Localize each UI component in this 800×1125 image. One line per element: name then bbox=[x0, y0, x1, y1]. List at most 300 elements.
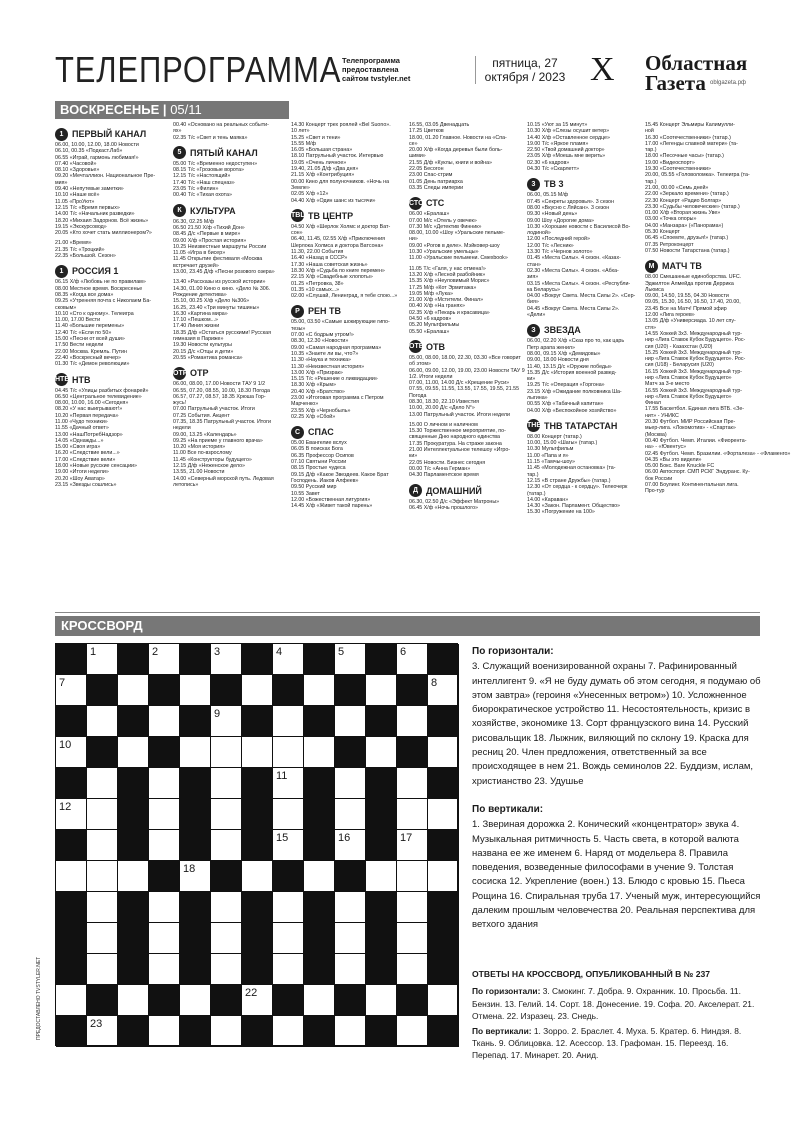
black-cell bbox=[180, 768, 211, 799]
program-item: бок России bbox=[645, 475, 673, 482]
channel-logo-icon: Р bbox=[291, 305, 304, 318]
black-cell bbox=[118, 706, 149, 737]
grid-cell[interactable] bbox=[397, 861, 428, 892]
program-item: на» - «Ювентус» bbox=[645, 444, 687, 451]
program-item: 09.20 «Мечталлион. Национальное Пре- bbox=[55, 173, 156, 180]
program-item: 04.00 Х/ф «Беспокойное хозяйство» bbox=[527, 407, 617, 414]
grid-cell[interactable] bbox=[149, 954, 180, 985]
program-item: 02.00 «Слушай, Ленинград, я тебе спою...» bbox=[291, 293, 398, 300]
program-item: сия (U20) - Казахстан (U20) bbox=[645, 343, 713, 350]
channel-logo-icon: Д bbox=[409, 484, 422, 497]
program-item: 00.00 Кино для полуночников. «Ночь на bbox=[291, 178, 390, 185]
grid-cell[interactable] bbox=[273, 768, 304, 799]
program-item: 07.00 «С бодрым утром!» bbox=[291, 332, 354, 339]
program-item: 16.55 Хоккей 3х3. Международный тур- bbox=[645, 387, 743, 394]
program-item: 13.40 «Рассказы из русской истории» bbox=[173, 279, 266, 286]
grid-cell[interactable] bbox=[149, 799, 180, 830]
program-item: 05.20 Мультфильмы bbox=[409, 322, 460, 329]
grid-cell[interactable] bbox=[180, 985, 211, 1016]
grid-cell[interactable] bbox=[87, 1016, 118, 1047]
grid-cell[interactable] bbox=[273, 830, 304, 861]
program-item: 18.00 «Песочные часы» (татар.) bbox=[645, 153, 724, 160]
program-item: 06.30, 02.25 М/ф bbox=[173, 218, 215, 225]
clue-number: 3 bbox=[214, 646, 221, 658]
program-item: 06.00, 08.00, 17.00 Новости ТАУ 9 1/2 bbox=[173, 381, 266, 388]
grid-cell[interactable] bbox=[335, 954, 366, 985]
program-item: 11.30 «Наука и техника» bbox=[291, 357, 351, 364]
grid-cell[interactable] bbox=[335, 799, 366, 830]
black-cell bbox=[118, 644, 149, 675]
black-cell bbox=[335, 985, 366, 1016]
black-cell bbox=[118, 1016, 149, 1047]
program-item: 06.50 21.50 Х/ф «Тихий Дон» bbox=[173, 224, 245, 231]
program-item: 10 лет» bbox=[291, 128, 310, 135]
black-cell bbox=[366, 830, 397, 861]
program-item: 19.15 «Экскурсовод» bbox=[55, 223, 107, 230]
channel-logo-icon: СТС bbox=[409, 197, 422, 210]
grid-cell[interactable] bbox=[304, 737, 335, 768]
program-item: 05.00 Евангелие вслух bbox=[291, 440, 347, 447]
program-item: 09.40 «Непутевые заметки» bbox=[55, 186, 124, 193]
black-cell bbox=[304, 644, 335, 675]
program-item: 19.40, 21.05 Д/ф «Два дня» bbox=[291, 166, 359, 173]
grid-cell[interactable] bbox=[211, 830, 242, 861]
program-item: 04.35 «Вы это видели» bbox=[645, 456, 702, 463]
program-item: 15.00 «Песни от всей души» bbox=[55, 336, 125, 343]
channel-header bbox=[55, 126, 169, 142]
program-item: 08.45 Д/с «Первые в мире» bbox=[173, 231, 241, 238]
program-item: 13.20 Х/ф «Лесной разбойник» bbox=[409, 271, 486, 278]
program-item: Земле» bbox=[291, 184, 310, 191]
program-item: 01.00 Х/ф «Вторая жизнь Уве» bbox=[645, 210, 721, 217]
grid-cell[interactable] bbox=[242, 985, 273, 1016]
program-item: 08.10 «Здоровье» bbox=[55, 167, 100, 174]
program-item: 20.05 «Кто хочет стать миллионером?» bbox=[55, 230, 152, 237]
grid-cell[interactable] bbox=[149, 923, 180, 954]
grid-cell[interactable] bbox=[428, 985, 459, 1016]
program-item: 09.25 «Утренняя почта с Николаем Ба- bbox=[55, 298, 152, 305]
grid-cell[interactable] bbox=[211, 737, 242, 768]
channel-header bbox=[645, 258, 762, 274]
program-item: 06.00, 10.00, 12.00, 18.00 Новости bbox=[55, 142, 139, 148]
program-item: 11.40 «Большие перемены» bbox=[55, 323, 125, 330]
black-cell bbox=[428, 923, 459, 954]
black-cell bbox=[304, 799, 335, 830]
program-item: 17.40 Линия жизни bbox=[173, 323, 220, 330]
program-item: 19.05 «Очень личное» bbox=[291, 159, 347, 166]
program-item: 05.30 Концерт bbox=[645, 229, 680, 236]
black-cell bbox=[242, 830, 273, 861]
grid-cell[interactable] bbox=[149, 768, 180, 799]
grid-cell[interactable] bbox=[366, 675, 397, 706]
program-item: (татар.) bbox=[527, 490, 546, 497]
channel-header bbox=[409, 195, 523, 211]
grid-cell[interactable] bbox=[87, 892, 118, 923]
answers-title: ОТВЕТЫ НА КРОССВОРД, ОПУБЛИКОВАННЫЙ В № 237 bbox=[472, 969, 711, 979]
grid-cell[interactable] bbox=[211, 799, 242, 830]
channel-name: ДОМАШНИЙ bbox=[426, 485, 482, 496]
program-item: 10.10 «Наше всё» bbox=[55, 192, 100, 199]
program-item: 15.35 Д/с «История военной развед- bbox=[527, 369, 617, 376]
black-cell bbox=[118, 923, 149, 954]
program-item: 06.55, 07.20, 08.55, 10.00, 18.30 Погода bbox=[173, 387, 270, 394]
black-cell bbox=[242, 644, 273, 675]
black-cell bbox=[428, 1016, 459, 1047]
black-cell bbox=[366, 1016, 397, 1047]
program-item: 17.55 Баскетбол. Единая лига ВТБ. «Зе- bbox=[645, 406, 745, 413]
newspaper-name: Областная Газета bbox=[645, 51, 748, 95]
program-item: 09.15 Д/ф «Какое Звездеев. Какое Брат bbox=[291, 471, 389, 478]
grid-cell[interactable] bbox=[304, 985, 335, 1016]
grid-cell[interactable] bbox=[211, 768, 242, 799]
program-item: 14.30 Концерт трех роялей «Bel Suono». bbox=[291, 122, 391, 128]
grid-cell[interactable] bbox=[118, 737, 149, 768]
clue-number: 5 bbox=[338, 646, 345, 658]
grid-cell[interactable] bbox=[335, 892, 366, 923]
program-item: 21.55 Д/ф «Куклы, книги и война» bbox=[409, 159, 492, 166]
program-item: 20.20 «Шоу Аватар» bbox=[55, 475, 105, 482]
grid-cell[interactable] bbox=[428, 675, 459, 706]
grid-cell[interactable] bbox=[211, 1016, 242, 1047]
program-item: недели bbox=[173, 425, 191, 432]
black-cell bbox=[366, 799, 397, 830]
grid-cell[interactable] bbox=[304, 675, 335, 706]
program-item: 17.10 «Пешком...» bbox=[173, 317, 219, 324]
program-item: Эджилтон Алмейда против Деррика bbox=[645, 280, 734, 287]
grid-cell[interactable] bbox=[428, 861, 459, 892]
program-item: 11.45 «Молодежная остановка» (та- bbox=[527, 465, 616, 472]
tv-column bbox=[291, 122, 405, 607]
program-item: 21.00 Интеллектуальное телешоу «Игро- bbox=[409, 447, 511, 454]
down-clues: 1. Звериная дорожка 2. Конический «концентратор» звука 4. Музыкальная ритмичность 5. Часть света, в которой валюта названа ее же именем 6. Наряд от модельера 8. Правила поведения, возведенные философами в учение 9. Толстая сосиска 12. Укрепление (воен.) 13. Блюдо с кровью 15. Пьеса Рощина 16. Спиральная труба 17. Ученый муж, интересующийся далеким прошлым человечества 20. Реальная перспектива для ветхого здания bbox=[472, 819, 761, 931]
grid-cell[interactable] bbox=[149, 892, 180, 923]
program-item: 15.25 «Свет и тени» bbox=[291, 134, 341, 141]
program-item: 02.30 «6 кадров» bbox=[527, 159, 570, 166]
program-item: 04.30 Т/с «Скарлетт» bbox=[527, 166, 580, 173]
black-cell bbox=[335, 675, 366, 706]
program-item: 06.30, 02.50 Д/с «Эффект Матроны» bbox=[409, 498, 500, 505]
crossword-band: КРОССВОРД bbox=[55, 616, 760, 636]
program-item: 08.00 «Вкусно с Ляйсан». 3 сезон bbox=[527, 204, 610, 211]
program-item: 03.15 «Места Силы». 4 сезон. «Республи- bbox=[527, 280, 631, 287]
crossword-grid[interactable] bbox=[55, 643, 458, 1046]
grid-cell[interactable] bbox=[87, 706, 118, 737]
grid-cell[interactable] bbox=[397, 954, 428, 985]
program-item: шими» bbox=[409, 153, 426, 160]
grid-cell[interactable] bbox=[273, 737, 304, 768]
grid-cell[interactable] bbox=[335, 923, 366, 954]
program-item: 20.55 «Романтика романса» bbox=[173, 354, 243, 361]
grid-cell[interactable] bbox=[87, 768, 118, 799]
program-item: 16.05 «Большая страна» bbox=[291, 147, 353, 154]
program-item: 06.05 В поисках Бога bbox=[291, 446, 343, 453]
black-cell bbox=[118, 799, 149, 830]
program-item: 05.00, 08.00, 18.00, 22.30, 03.30 «Все говорит bbox=[409, 354, 521, 361]
program-item: 10.20 «Первая передача» bbox=[55, 412, 119, 419]
black-cell bbox=[211, 675, 242, 706]
black-cell bbox=[180, 706, 211, 737]
grid-cell[interactable] bbox=[366, 985, 397, 1016]
program-item: 09.25 «На приеме у главного врача» bbox=[173, 437, 263, 444]
program-item: 18.10 Патрульный участок. Интервью bbox=[291, 153, 384, 160]
program-item: 08.20 «У нас выигрывают!» bbox=[55, 406, 123, 413]
grid-cell[interactable] bbox=[56, 675, 87, 706]
program-item: 15.15 Т/с «Решение о ликвидации» bbox=[291, 376, 378, 383]
black-cell bbox=[242, 923, 273, 954]
program-item: мьер-лига. «Локомотив» - «Спартак» bbox=[645, 425, 736, 432]
grid-cell[interactable] bbox=[273, 706, 304, 737]
clue-number: 9 bbox=[214, 708, 221, 720]
program-item: 11.00 «Папа и я» bbox=[527, 452, 569, 459]
grid-cell[interactable] bbox=[149, 830, 180, 861]
program-item: 17.25 М/ф «Кот Эрмитажа» bbox=[409, 284, 477, 291]
black-cell bbox=[428, 768, 459, 799]
program-item: 20.00 Х/ф «Когда деревья были боль- bbox=[409, 147, 503, 154]
grid-cell[interactable] bbox=[87, 799, 118, 830]
program-item: 22.05 Бесогон bbox=[409, 166, 444, 173]
program-item: 00.40 «Основано на реальных событи- bbox=[173, 122, 269, 128]
program-item: 06.15 Х/ф «Любовь не по правилам» bbox=[55, 279, 146, 286]
program-item: 00.00 Т/с «Анна Герман» bbox=[409, 465, 471, 472]
grid-cell[interactable] bbox=[428, 737, 459, 768]
grid-cell[interactable] bbox=[118, 861, 149, 892]
grid-cell[interactable] bbox=[428, 799, 459, 830]
program-item: 11.15 «Тамчы-шоу» bbox=[527, 459, 575, 466]
program-item: стан» bbox=[527, 261, 541, 268]
black-cell bbox=[118, 768, 149, 799]
grid-cell[interactable] bbox=[87, 923, 118, 954]
grid-cell[interactable] bbox=[56, 737, 87, 768]
grid-cell[interactable] bbox=[180, 675, 211, 706]
grid-cell[interactable] bbox=[87, 830, 118, 861]
program-item: «Дели» bbox=[527, 312, 546, 319]
program-item: 06.45 «Споемте, друзья!» (татар.) bbox=[645, 235, 729, 242]
program-item: 19.05 М/ф «Лука» bbox=[409, 290, 453, 297]
grid-cell[interactable] bbox=[242, 737, 273, 768]
grid-cell[interactable] bbox=[335, 644, 366, 675]
grid-cell[interactable] bbox=[397, 830, 428, 861]
program-item: 11.05 «Игра в бисер» bbox=[173, 250, 226, 257]
grid-cell[interactable] bbox=[242, 675, 273, 706]
grid-cell[interactable] bbox=[180, 861, 211, 892]
grid-cell[interactable] bbox=[87, 644, 118, 675]
program-item: 21.00 Х/ф «Мстители. Финал» bbox=[409, 297, 484, 304]
grid-cell[interactable] bbox=[366, 861, 397, 892]
program-item: 22.00 Москва. Кремль. Путин bbox=[55, 348, 127, 355]
program-item: 21.00 «Время» bbox=[55, 240, 92, 247]
program-item: 13.00 Х/ф «Призрак» bbox=[291, 369, 343, 376]
tv-column bbox=[173, 122, 287, 607]
program-item: 12.15 «В стране Дружбы» (татар.) bbox=[527, 477, 611, 484]
black-cell bbox=[428, 954, 459, 985]
program-item: 23.55 Х/ф «Чернобыль» bbox=[291, 407, 351, 414]
program-item: 08.15 Т/с «Грозовые ворота» bbox=[173, 167, 244, 174]
channel-name: РЕН ТВ bbox=[308, 306, 342, 317]
program-item: 08.35 «Когда все дома» bbox=[55, 291, 114, 298]
program-item: 11.30, 22.00 События bbox=[291, 249, 344, 256]
program-item: Финал bbox=[645, 400, 661, 407]
program-item: 10.35 «Знаете ли вы, что?» bbox=[291, 350, 359, 357]
program-item: 02.35 Х/ф «Пекарь и красавица» bbox=[409, 309, 490, 316]
grid-cell[interactable] bbox=[56, 861, 87, 892]
black-cell bbox=[242, 892, 273, 923]
program-item: нир «Лига Ставок Кубок Будущего». Рос- bbox=[645, 337, 746, 344]
grid-cell[interactable] bbox=[397, 799, 428, 830]
black-cell bbox=[180, 954, 211, 985]
program-item: 15.35 Х/ф «Неуловимый Морис» bbox=[409, 278, 490, 285]
program-item: 11.55 «Дачный ответ» bbox=[55, 425, 109, 432]
program-item: 12.15 Д/ф «Неженское дело» bbox=[173, 463, 245, 470]
grid-cell[interactable] bbox=[242, 861, 273, 892]
program-item: Льюиса bbox=[645, 286, 664, 293]
clue-number: 4 bbox=[276, 646, 283, 658]
black-cell bbox=[118, 892, 149, 923]
black-cell bbox=[149, 675, 180, 706]
grid-cell[interactable] bbox=[335, 768, 366, 799]
black-cell bbox=[366, 706, 397, 737]
grid-cell[interactable] bbox=[397, 923, 428, 954]
grid-cell[interactable] bbox=[397, 768, 428, 799]
program-item: 04.50 Х/ф «Шерлок Холмс и доктор Ват- bbox=[291, 223, 391, 230]
black-cell bbox=[273, 861, 304, 892]
grid-cell[interactable] bbox=[273, 892, 304, 923]
program-item: 07.55, 09.55, 11.55, 13.55, 17.55, 19.55, 21.55 bbox=[409, 386, 520, 393]
clue-number: 17 bbox=[400, 832, 413, 844]
program-item: 12.00 «Божественная литургия» bbox=[291, 496, 371, 503]
program-item: 23.00 Спас-стрим bbox=[409, 172, 453, 179]
channel-name: ТВ 3 bbox=[544, 179, 564, 190]
program-item: 10.00, 20.00 Д/с «Дело N°» bbox=[409, 405, 475, 412]
black-cell bbox=[118, 830, 149, 861]
program-item: 09.30 «Новый день» bbox=[527, 211, 578, 218]
channel-logo-icon: С bbox=[291, 426, 304, 439]
day-name: ВОСКРЕСЕНЬЕ bbox=[60, 102, 160, 117]
program-item: 16.40 «Назад в СССР» bbox=[291, 255, 348, 262]
grid-cell[interactable] bbox=[149, 1016, 180, 1047]
grid-cell[interactable] bbox=[87, 861, 118, 892]
channel-logo-icon: ТНВ bbox=[527, 419, 540, 432]
program-item: 11.00 «Уральские пельмени. Смехbook» bbox=[409, 255, 508, 262]
program-item: 19.00 Т/с «Яркое пламя» bbox=[527, 140, 589, 147]
program-item: 17.30 «Наша советская жизнь» bbox=[291, 261, 368, 268]
channel-name: НТВ bbox=[72, 374, 91, 385]
grid-cell[interactable] bbox=[211, 706, 242, 737]
grid-cell[interactable] bbox=[304, 861, 335, 892]
grid-cell[interactable] bbox=[273, 644, 304, 675]
channel-header bbox=[291, 424, 405, 440]
clue-number: 18 bbox=[183, 863, 196, 875]
clue-number: 15 bbox=[276, 832, 289, 844]
program-item: 16.15 Хоккей 3х3. Международный тур- bbox=[645, 368, 743, 375]
grid-cell[interactable] bbox=[56, 799, 87, 830]
grid-cell[interactable] bbox=[397, 1016, 428, 1047]
program-item: 17.35 Прокуратура. На страже закона bbox=[409, 440, 502, 447]
program-item: 04.40 Х/ф «Один шанс из тысячи» bbox=[291, 197, 376, 204]
channel-header bbox=[409, 483, 523, 499]
program-item: 23.05 Х/ф «Моешь мне верить» bbox=[527, 153, 606, 160]
black-cell bbox=[273, 675, 304, 706]
program-item: встречает друзей» bbox=[173, 262, 219, 269]
grid-cell[interactable] bbox=[211, 644, 242, 675]
black-cell bbox=[273, 985, 304, 1016]
channel-name: СТС bbox=[426, 198, 445, 209]
grid-cell[interactable] bbox=[211, 954, 242, 985]
program-item: 21.00, 00.00 «Семь дней» bbox=[645, 184, 709, 191]
program-item: 15.25 Хоккей 3х3. Международный тур- bbox=[645, 349, 743, 356]
program-item: 02.35 Т/с «Свет и тень маяка» bbox=[173, 134, 248, 141]
program-item: 17.40 Т/с «Наш спецназ» bbox=[173, 179, 235, 186]
grid-cell[interactable] bbox=[118, 985, 149, 1016]
program-item: 17.00 «Следствие вели» bbox=[55, 456, 116, 463]
program-item: 13.05 Д/ф «Универсиада. 10 лет спу- bbox=[645, 318, 736, 325]
channel-header bbox=[173, 145, 287, 161]
grid-cell[interactable] bbox=[335, 1016, 366, 1047]
grid-cell[interactable] bbox=[273, 923, 304, 954]
program-item: 12.00 Т/с «Лесник» bbox=[527, 242, 574, 249]
grid-cell[interactable] bbox=[149, 706, 180, 737]
grid-cell[interactable] bbox=[211, 923, 242, 954]
grid-cell[interactable] bbox=[87, 954, 118, 985]
program-item: Шерлока Холмса и доктора Ватсона» bbox=[291, 242, 384, 249]
program-item: 11.30 «Неизвестная история» bbox=[291, 363, 365, 370]
grid-cell[interactable] bbox=[56, 985, 87, 1016]
grid-cell[interactable] bbox=[366, 737, 397, 768]
program-item: 07.00 Патрульный участок. Итоги bbox=[173, 406, 255, 413]
grid-cell[interactable] bbox=[118, 675, 149, 706]
program-item: 17.25 Цветков bbox=[409, 128, 444, 135]
black-cell bbox=[242, 1016, 273, 1047]
program-item: сковым» bbox=[55, 304, 77, 311]
grid-cell[interactable] bbox=[273, 1016, 304, 1047]
grid-cell[interactable] bbox=[273, 954, 304, 985]
channel-logo-icon: 3 bbox=[527, 178, 540, 191]
grid-cell[interactable] bbox=[335, 706, 366, 737]
program-item: 22.15 Х/ф «Свадебные хлопоты» bbox=[291, 274, 373, 281]
program-item: 12.15 Т/с «Настоящий» bbox=[173, 173, 231, 180]
program-item: 1/2. Итоги недели bbox=[409, 373, 453, 380]
grid-cell[interactable] bbox=[211, 892, 242, 923]
program-item: 22.30 Концерт «Радио Болгар» bbox=[645, 197, 722, 204]
program-item: 15.30 Торжественное мероприятие, по- bbox=[409, 428, 506, 435]
black-cell bbox=[149, 861, 180, 892]
program-item: ки» bbox=[409, 453, 418, 460]
black-cell bbox=[428, 892, 459, 923]
program-item: 16.30 «Соотечественники» (татар.) bbox=[645, 134, 731, 141]
program-item: 06.00, 02.20 Х/ф «Сказ про то, как царь bbox=[527, 338, 625, 345]
page-header bbox=[55, 49, 760, 95]
grid-cell[interactable] bbox=[397, 644, 428, 675]
grid-cell[interactable] bbox=[397, 706, 428, 737]
program-item: 11.05 «ПроУют» bbox=[55, 198, 95, 205]
grid-cell[interactable] bbox=[397, 892, 428, 923]
grid-cell[interactable] bbox=[335, 830, 366, 861]
channel-name: ПЯТЫЙ КАНАЛ bbox=[190, 147, 258, 158]
grid-cell[interactable] bbox=[273, 799, 304, 830]
program-item: 18.20 «Михаил Задорнов. Всё жизнь» bbox=[55, 217, 149, 224]
program-item: 07.00 Боулинг. Континентальная лига. bbox=[645, 482, 739, 489]
program-item: 14.00 «Северный морской путь. Ледовая bbox=[173, 475, 274, 482]
black-cell bbox=[242, 954, 273, 985]
tv-column bbox=[527, 122, 641, 607]
grid-cell[interactable] bbox=[180, 737, 211, 768]
grid-cell[interactable] bbox=[149, 644, 180, 675]
program-item: священные Дню народного единства bbox=[409, 434, 500, 441]
program-item: 10.55 Завет bbox=[291, 490, 320, 497]
program-item: ни» bbox=[409, 236, 418, 243]
tv-column bbox=[55, 122, 169, 610]
channel-name: ЗВЕЗДА bbox=[544, 325, 581, 336]
program-item: 12.30 «От сердца - к сердцу». Телеочерк bbox=[527, 484, 628, 491]
